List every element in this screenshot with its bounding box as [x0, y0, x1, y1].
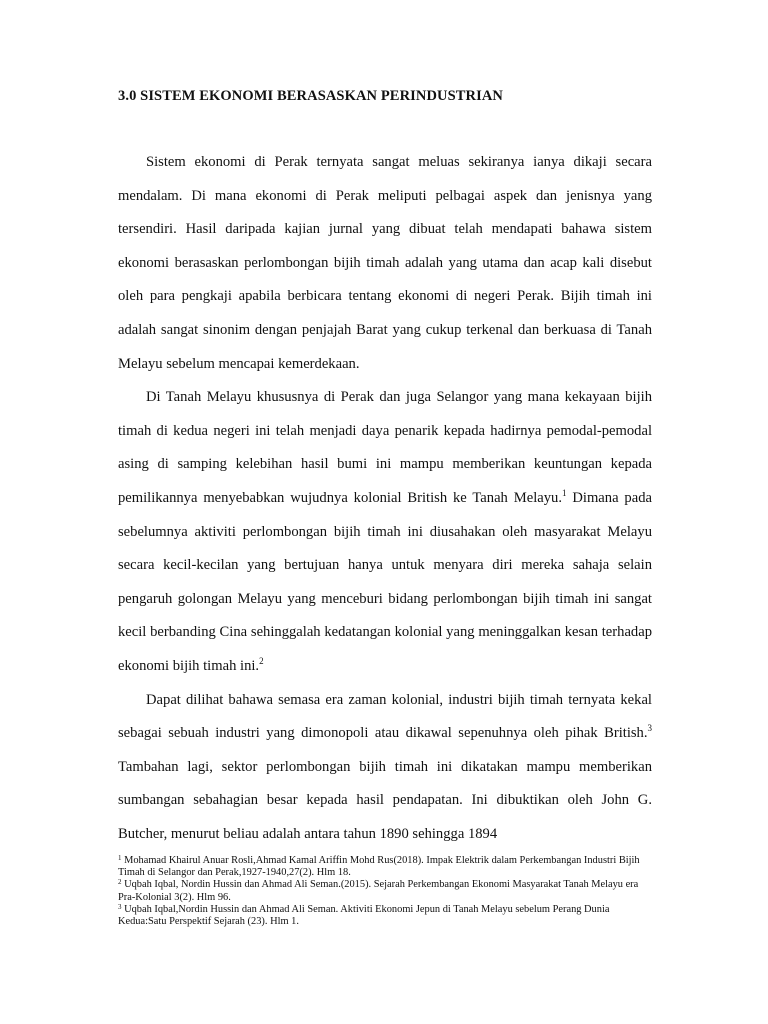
paragraph	[118, 381, 652, 683]
footnote-reference[interactable]: 3	[647, 723, 652, 734]
footnote	[118, 879, 658, 903]
paragraph-text: Dapat dilihat bahawa semasa era zaman kolonial, industri bijih timah ternyata kekal sebagai sebuah industri yang dimonopoli atau dikawal sepenuhnya oleh pihak British.	[118, 691, 652, 742]
paragraph-text: Dimana pada sebelumnya aktiviti perlombongan bijih timah ini diusahakan oleh masyarakat Melayu secara kecil-kecilan yang bertujuan hanya untuk menyara diri mereka sahaja selain pengaruh golongan Melayu yang menceburi bidang perlombongan bijih timah ini sangat kecil berbanding Cina sehinggalah kedatangan kolonial yang meninggalkan kesan terhadap ekonomi bijih timah ini.	[118, 489, 652, 674]
paragraph-text: Di Tanah Melayu khususnya di Perak dan juga Selangor yang mana kekayaan bijih timah di kedua negeri ini telah menjadi daya penarik kepada hadirnya pemodal-pemodal asing di samping kelebihan hasil bumi ini mampu memberikan keuntungan kepada pemilikannya menyebabkan wujudnya kolonial British ke Tanah Melayu.	[118, 389, 652, 506]
footnote-text: Uqbah Iqbal, Nordin Hussin dan Ahmad Ali Seman.(2015). Sejarah Perkembangan Ekonomi Masyarakat Tanah Melayu era Pra-Kolonial 3(2). Hlm 96.	[118, 879, 639, 903]
footnote	[118, 855, 658, 879]
footnote-number: 3	[118, 902, 122, 911]
body-text	[118, 146, 652, 851]
footnote-reference[interactable]: 2	[259, 655, 264, 666]
footnotes	[118, 855, 658, 928]
paragraph	[118, 146, 652, 381]
footnote-number: 2	[118, 878, 122, 887]
footnote	[118, 904, 658, 928]
paragraph-text: Tambahan lagi, sektor perlombongan bijih timah ini dikatakan mampu memberikan sumbangan sebahagian besar kepada hasil pendapatan. Ini dibuktikan oleh John G. Butcher, menurut beliau adalah antara tahun 1890 sehingga 1894	[118, 758, 652, 842]
footnote-reference[interactable]: 1	[561, 487, 567, 498]
section-heading: 3.0 SISTEM EKONOMI BERASASKAN PERINDUSTRIAN	[118, 88, 503, 104]
footnote-text: Mohamad Khairul Anuar Rosli,Ahmad Kamal Ariffin Mohd Rus(2018). Impak Elektrik dalam Perkembangan Industri Bijih Timah di Selangor dan Perak,1927-1940,27(2). Hlm 18.	[118, 855, 640, 879]
paragraph-text: Sistem ekonomi di Perak ternyata sangat meluas sekiranya ianya dikaji secara mendalam. Di mana ekonomi di Perak meliputi pelbagai aspek dan jenisnya yang tersendiri. Hasil daripada kajian jurnal yang dibuat telah mendapati bahawa sistem ekonomi berasaskan perlombongan bijih timah adalah yang utama dan acap kali disebut oleh para pengkaji apabila berbicara tentang ekonomi di negeri Perak. Bijih timah ini adalah sangat sinonim dengan penjajah Barat yang cukup terkenal dan berkuasa di Tanah Melayu sebelum mencapai kemerdekaan.	[118, 154, 652, 372]
footnote-number: 1	[118, 854, 122, 862]
paragraph	[118, 684, 652, 852]
footnote-text: Uqbah Iqbal,Nordin Hussin dan Ahmad Ali Seman. Aktiviti Ekonomi Jepun di Tanah Melayu sebelum Perang Dunia Kedua:Satu Perspektif Sejarah (23). Hlm 1.	[118, 903, 610, 928]
